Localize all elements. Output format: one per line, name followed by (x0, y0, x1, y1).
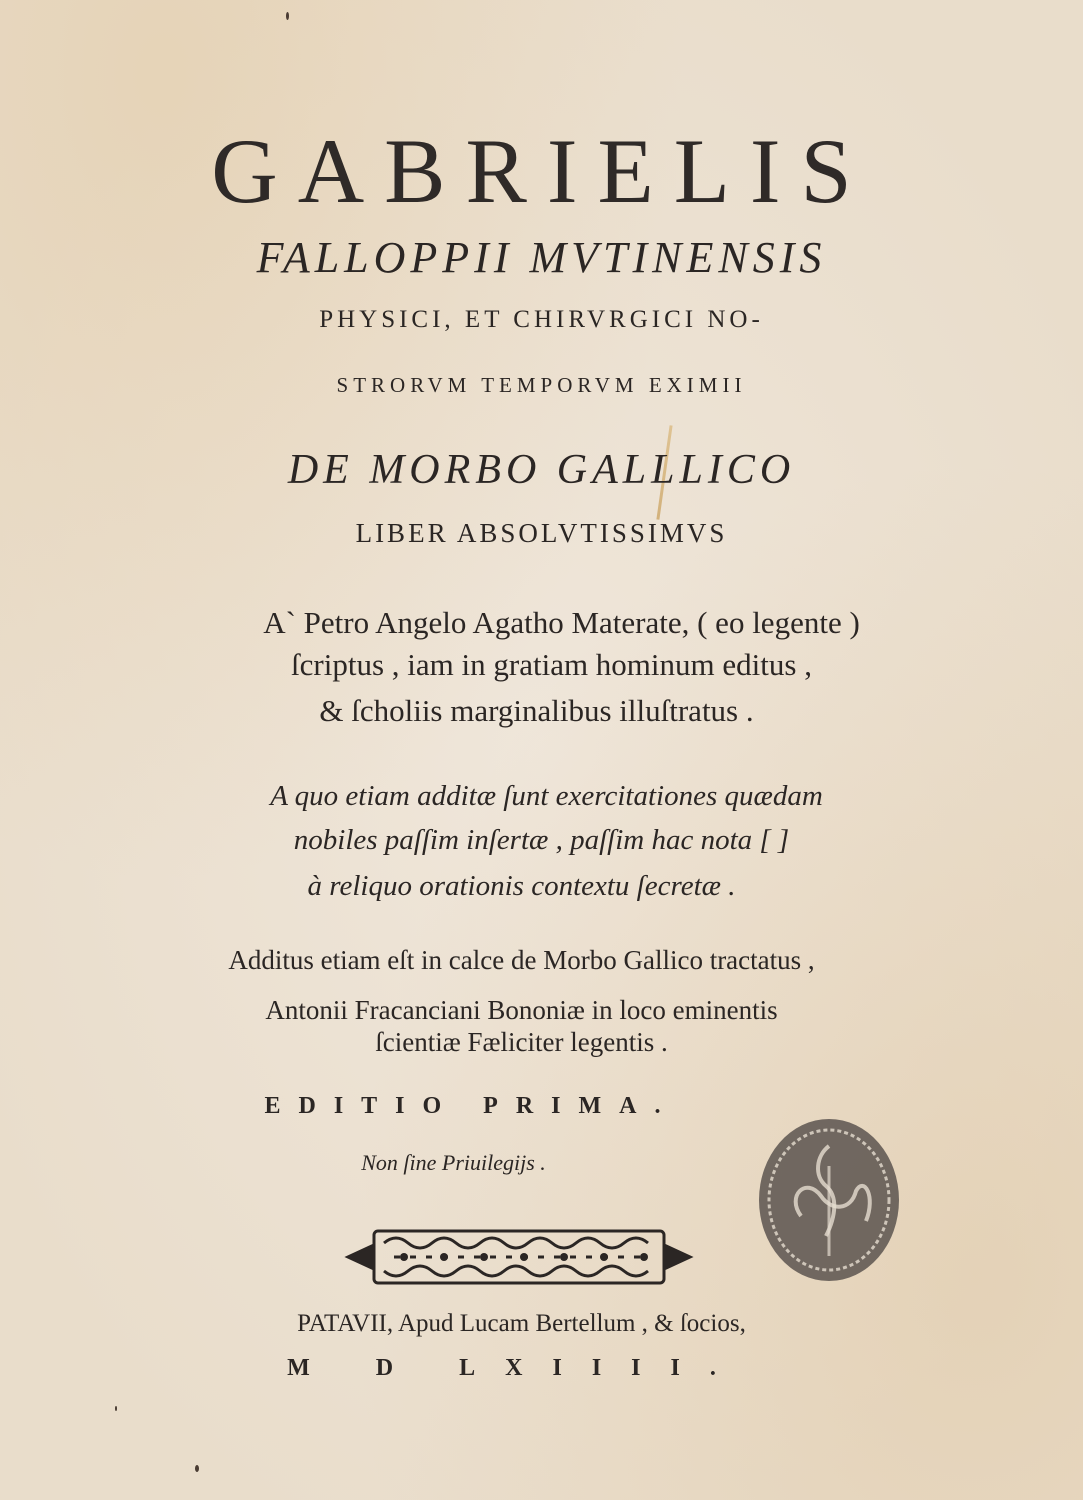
imprint-year: M D LXIIII. (287, 1355, 746, 1381)
work-subtitle: LIBER ABSOLVTISSIMVS (355, 518, 728, 548)
addition-line-1: A quo etiam additæ ſunt exercitationes quædam (270, 780, 823, 812)
paper-speck (286, 12, 289, 20)
paper-speck (195, 1465, 199, 1472)
paper-speck (115, 1406, 117, 1411)
imprint-line: PATAVII, Apud Lucam Bertellum , & ſocios, (297, 1310, 746, 1337)
privilege-statement: Non ſine Priuilegijs . (361, 1150, 546, 1175)
descriptor-line-1: PHYSICI, ET CHIRVRGICI NO- (319, 306, 764, 333)
editor-line-1: Aˋ Petro Angelo Agatho Materate, ( eo legente ) (263, 605, 860, 640)
author-first-name: GABRIELIS (211, 120, 872, 222)
edition-statement: EDITIO PRIMA. (264, 1093, 679, 1119)
author-surname: FALLOPPII MVTINENSIS (256, 233, 827, 282)
descriptor-line-2: STRORVM TEMPORVM EXIMII (336, 373, 747, 397)
work-title: DE MORBO GALLLICO (287, 447, 796, 493)
appendix-line-1: Additus etiam eſt in calce de Morbo Gallico tractatus , (228, 945, 815, 975)
editor-line-3: & ſcholiis marginalibus illuſtratus . (319, 693, 754, 728)
editor-line-2: ſcriptus , iam in gratiam hominum editus , (291, 647, 812, 682)
appendix-line-3: ſcientiæ Fæliciter legentis . (375, 1027, 668, 1057)
addition-line-2: nobiles paſſim inſertæ , paſſim hac nota [ ] (293, 824, 790, 856)
library-stamp-icon (756, 1116, 902, 1284)
fleuron-ornament-icon (344, 1225, 694, 1289)
addition-line-3: à reliquo orationis contextu ſecretæ . (307, 870, 736, 902)
appendix-line-2: Antonii Fracanciani Bononiæ in loco eminentis (265, 995, 778, 1025)
